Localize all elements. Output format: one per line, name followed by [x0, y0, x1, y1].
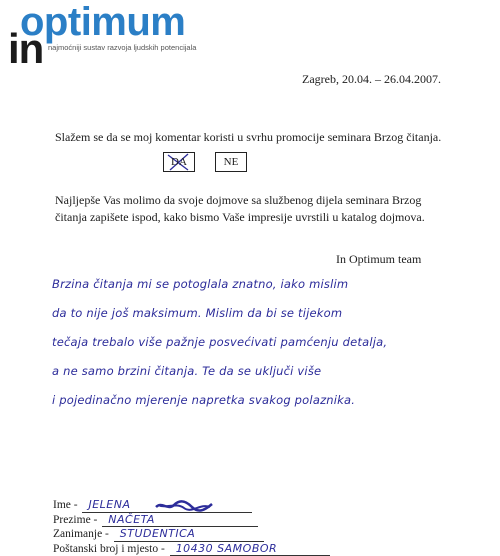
request-line: Najljepše Vas molimo da svoje dojmove sa službenog dijela seminara Brzog: [55, 192, 475, 209]
postal-field[interactable]: [170, 543, 330, 556]
postal-row: [53, 542, 330, 556]
date-line: Zagreb, 20.04. – 26.04.2007.: [302, 72, 441, 87]
name-field[interactable]: [82, 500, 252, 513]
team-signature: In Optimum team: [336, 252, 421, 267]
consent-yes-label: DA: [171, 156, 187, 168]
name-value: JELENA: [88, 498, 130, 513]
comment-line: a ne samo brzini čitanja. Te da se uključi više: [52, 357, 472, 386]
request-paragraph: [55, 192, 475, 226]
postal-value: 10430 SAMOBOR: [176, 542, 278, 556]
participant-form: [53, 498, 330, 556]
consent-yes-checkbox[interactable]: [163, 152, 195, 172]
logo-optimum-text: optimum: [20, 0, 185, 44]
occupation-field[interactable]: [114, 529, 264, 542]
comment-line: da to nije još maksimum. Mislim da bi se tijekom: [52, 299, 472, 328]
comment-line: i pojedinačno mjerenje napretka svakog polaznika.: [52, 386, 472, 415]
consent-text: Slažem se da se moj komentar koristi u svrhu promocije seminara Brzog čitanja.: [55, 130, 441, 145]
comment-line: tečaja trebalo više pažnje posvećivati pamćenju detalja,: [52, 328, 472, 357]
surname-label: Prezime -: [53, 513, 97, 528]
comment-line: Brzina čitanja mi se potoglala znatno, iako mislim: [52, 270, 472, 299]
logo-tagline: najmoćniji sustav razvoja ljudskih potencijala: [48, 43, 196, 52]
surname-value: NAČETA: [108, 513, 155, 528]
consent-no-checkbox[interactable]: [215, 152, 247, 172]
scribble-icon: [154, 500, 214, 512]
handwritten-comment: [52, 270, 472, 415]
consent-no-label: NE: [224, 156, 239, 168]
postal-label: Poštanski broj i mjesto -: [53, 542, 165, 556]
name-label: Ime -: [53, 498, 78, 513]
occupation-value: STUDENTICA: [120, 527, 196, 542]
name-row: [53, 498, 330, 513]
request-line: čitanja zapišete ispod, kako bismo Vaše impresije uvrstili u katalog dojmova.: [55, 209, 475, 226]
surname-field[interactable]: [102, 514, 258, 527]
occupation-row: [53, 527, 330, 542]
logo-in-text: in: [8, 28, 43, 70]
logo: [8, 2, 238, 70]
surname-row: [53, 513, 330, 528]
occupation-label: Zanimanje -: [53, 527, 109, 542]
